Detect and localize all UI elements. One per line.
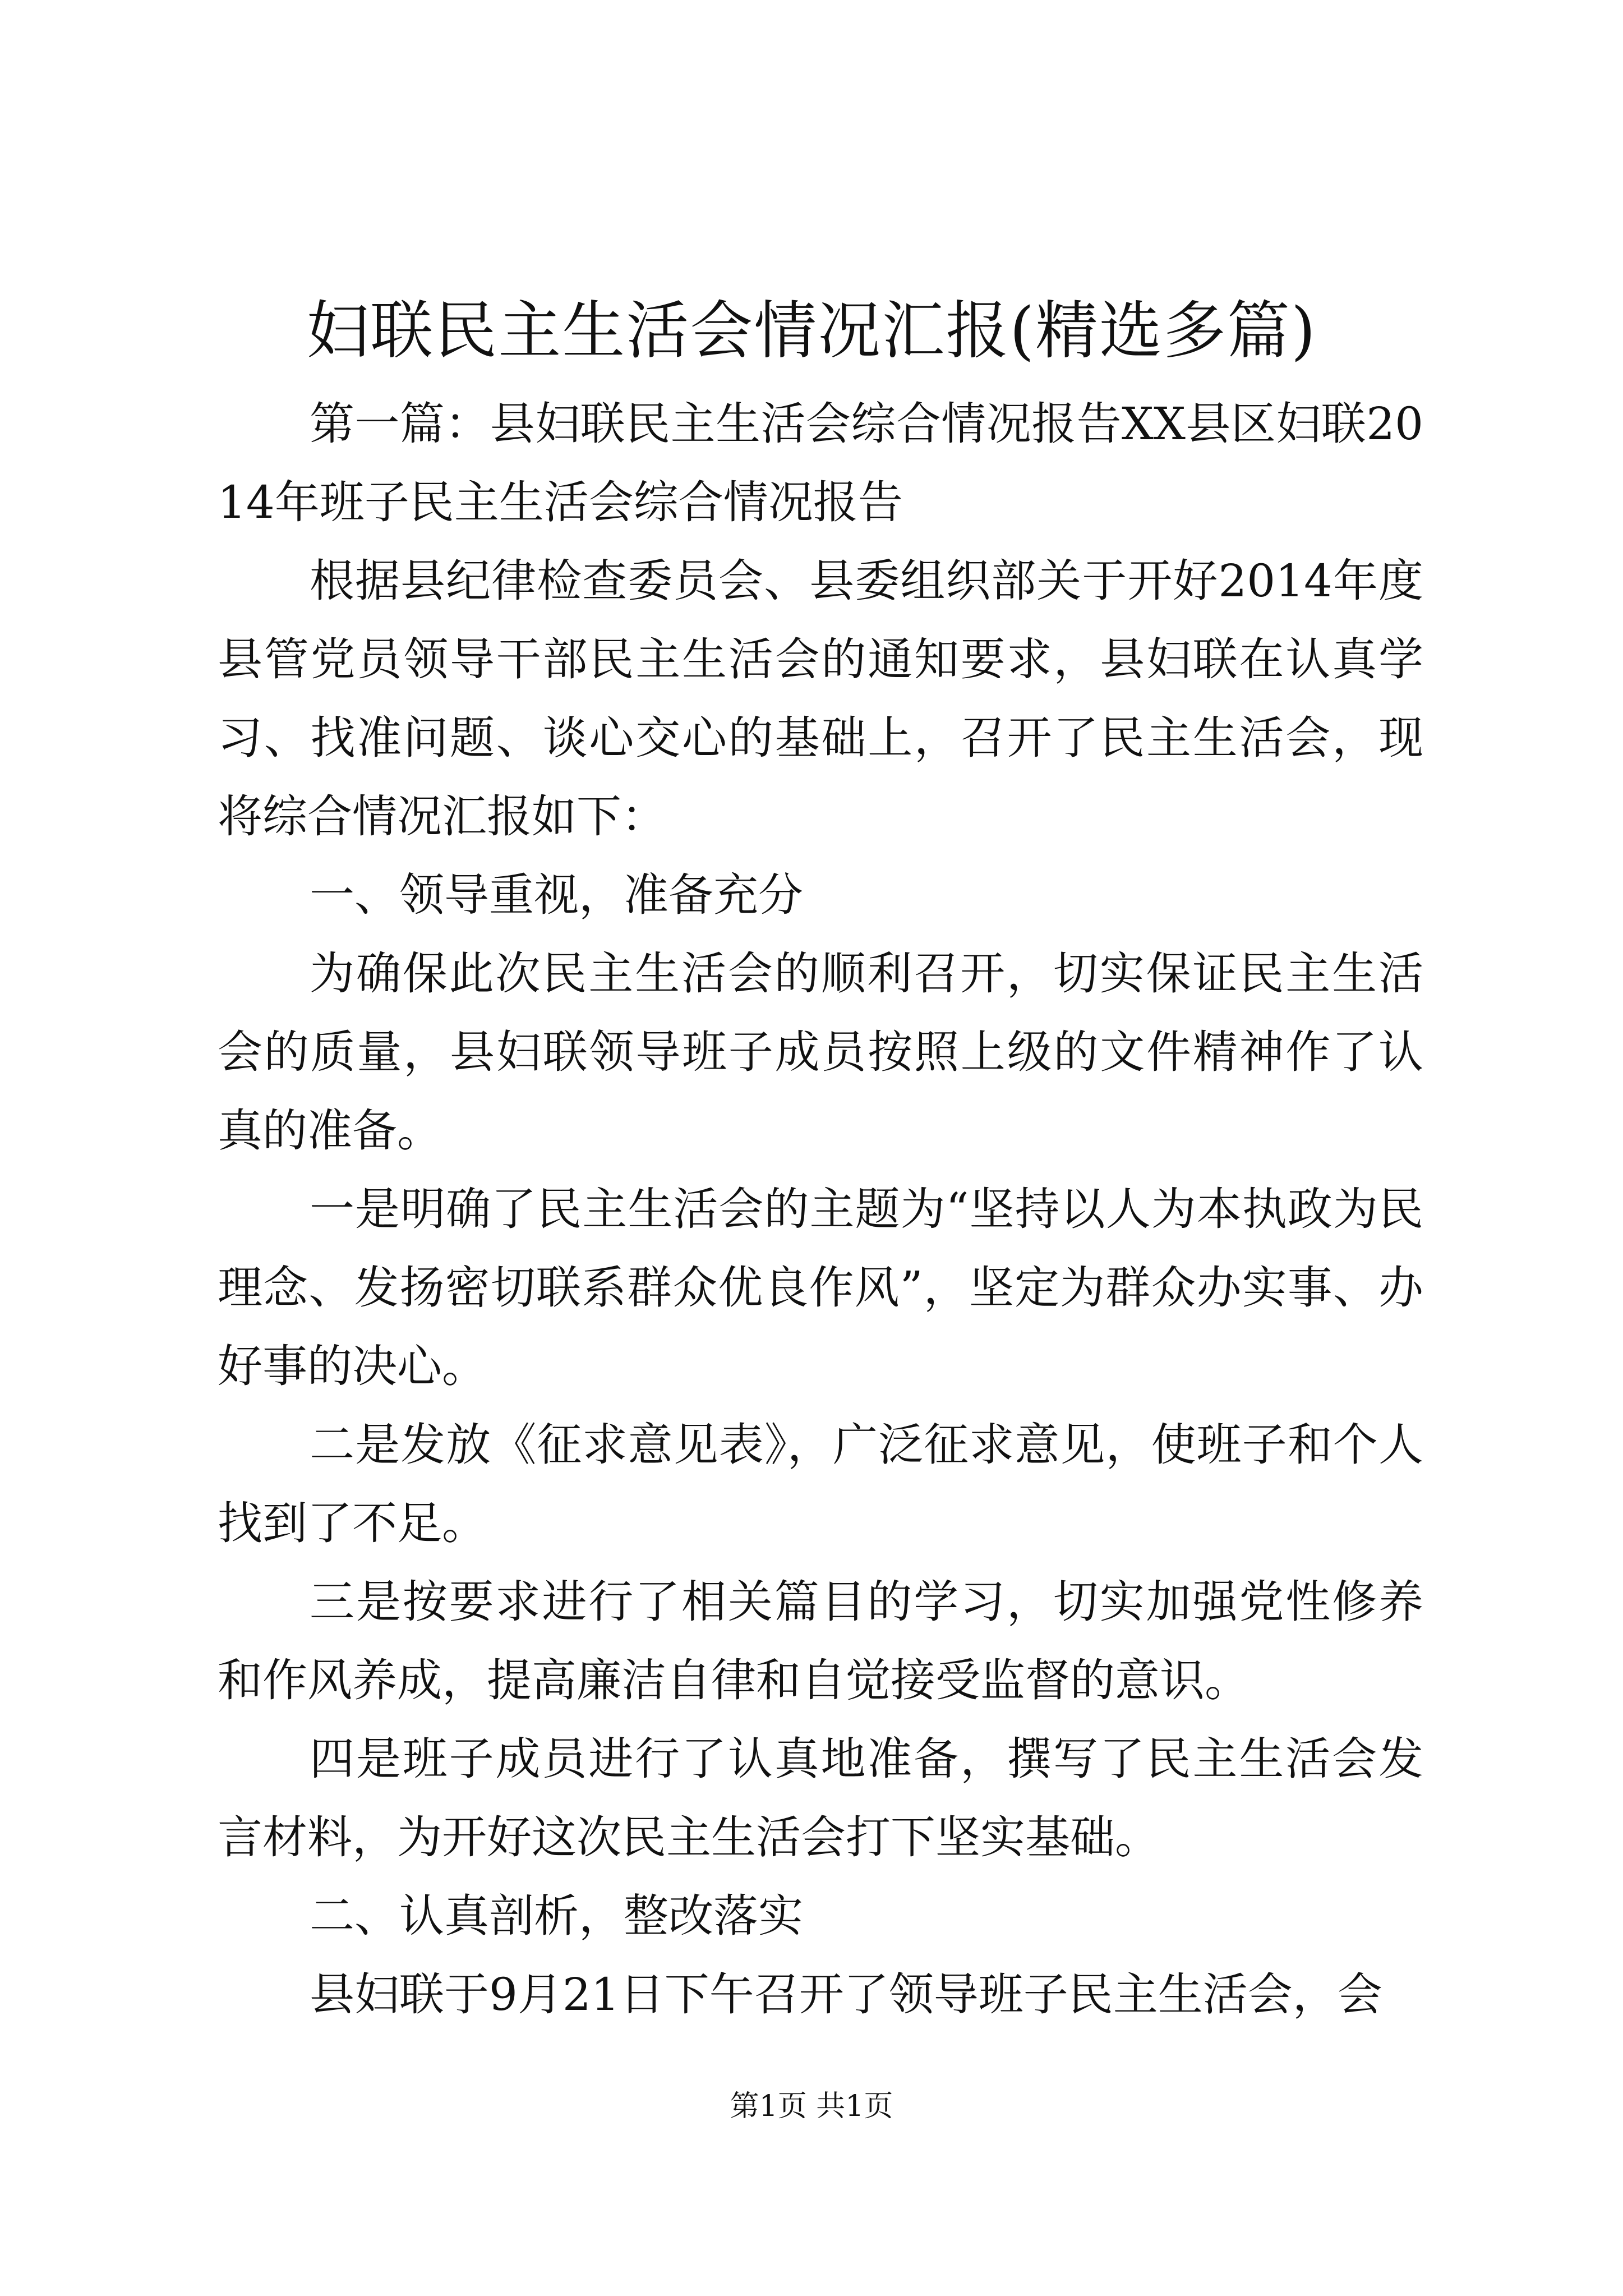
paragraph-2: 根据县纪律检查委员会、县委组织部关于开好2014年度县管党员领导干部民主生活会的通知要求，县妇联在认真学习、找准问题、谈心交心的基础上，召开了民主生活会，现将综合情况汇报如下： — [218, 555, 1423, 843]
document-title: 妇联民主生活会情况汇报(精选多篇) — [306, 295, 1317, 367]
paragraph-3: 为确保此次民主生活会的顺利召开，切实保证民主生活会的质量，县妇联领导班子成员按照上级的文件精神作了认真的准备。 — [218, 947, 1423, 1157]
paragraph-1: 第一篇：县妇联民主生活会综合情况报告XX县区妇联2014年班子民主生活会综合情况报告 — [218, 398, 1423, 528]
page-footer: 第1页 共1页 — [730, 2090, 893, 2123]
paragraph-7: 四是班子成员进行了认真地准备，撰写了民主生活会发言材料，为开好这次民主生活会打下坚实基础。 — [218, 1733, 1423, 1864]
paragraph-5: 二是发放《征求意见表》，广泛征求意见，使班子和个人找到了不足。 — [218, 1419, 1423, 1549]
paragraph-8: 县妇联于9月21日下午召开了领导班子民主生活会，会 — [310, 1968, 1382, 2021]
section-heading-2: 二、认真剖析，整改落实 — [310, 1890, 803, 1942]
paragraph-6: 三是按要求进行了相关篇目的学习，切实加强党性修养和作风养成，提高廉洁自律和自觉接受监督的意识。 — [218, 1576, 1423, 1706]
paragraph-4: 一是明确了民主生活会的主题为“坚持以人为本执政为民理念、发扬密切联系群众优良作风”，坚定为群众办实事、办好事的决心。 — [218, 1183, 1423, 1392]
section-heading-1: 一、领导重视，准备充分 — [310, 869, 803, 921]
document-body — [218, 385, 1423, 2034]
